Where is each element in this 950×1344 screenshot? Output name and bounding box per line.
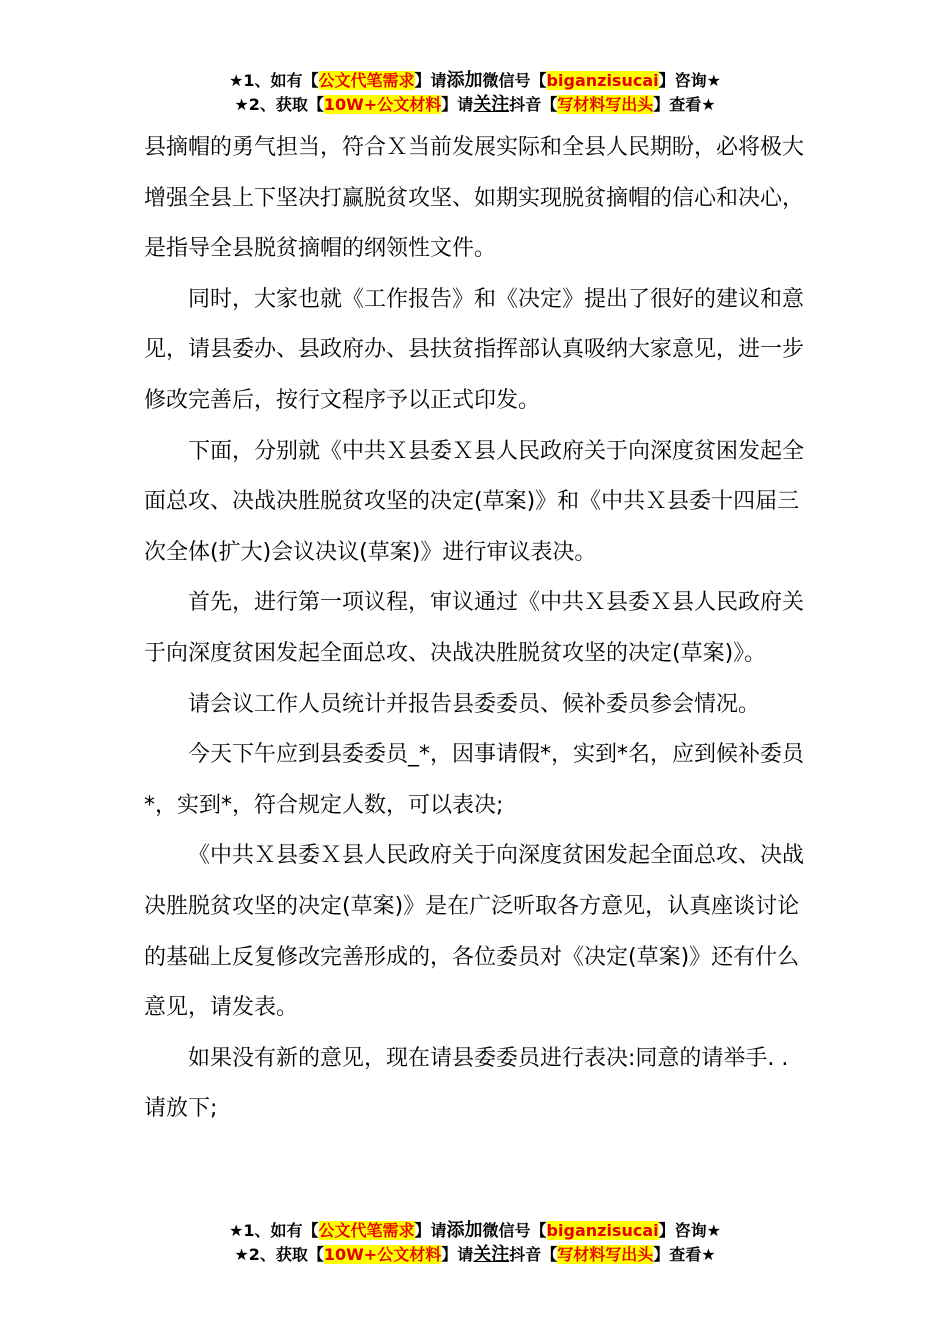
paragraph: 下面，分别就《中共Ｘ县委Ｘ县人民政府关于向深度贫困发起全面总攻、决战决胜脱贫攻坚的决定(草案)》和《中共Ｘ县委十四届三次全体(扩大)会议决议(草案)》进行审议表决。 bbox=[144, 438, 805, 565]
banner-highlight-douyin-id: 写材料写出头 bbox=[557, 95, 654, 114]
banner-text: ★2、获取【 bbox=[234, 1245, 324, 1264]
banner-highlight-wechat-id: biganzisucai bbox=[546, 71, 659, 90]
banner-highlight-wechat-id: biganzisucai bbox=[546, 1221, 659, 1240]
paragraph: 县摘帽的勇气担当，符合Ｘ当前发展实际和全县人民期盼，必将极大增强全县上下坚决打赢脱贫攻坚、如期实现脱贫摘帽的信心和决心，是指导全县脱贫摘帽的纲领性文件。 bbox=[144, 135, 805, 262]
paragraph: 同时，大家也就《工作报告》和《决定》提出了很好的建议和意见，请县委办、县政府办、县扶贫指挥部认真吸纳大家意见，进一步修改完善后，按行文程序予以正式印发。 bbox=[144, 286, 805, 413]
banner-line-1 bbox=[0, 1219, 950, 1243]
banner-highlight: 公文代笔需求 bbox=[318, 1221, 415, 1240]
banner-text: 】查看★ bbox=[653, 95, 716, 114]
banner-text: ★2、获取【 bbox=[234, 95, 324, 114]
footer-banner bbox=[0, 1219, 950, 1267]
banner-text: 】咨询★ bbox=[658, 1221, 721, 1240]
banner-emphasis: 添加 bbox=[446, 1220, 483, 1241]
header-banner bbox=[0, 69, 950, 117]
banner-highlight: 10W+公文材料 bbox=[323, 1245, 442, 1264]
banner-text: 抖音【 bbox=[509, 95, 558, 114]
banner-emphasis: 添加 bbox=[446, 70, 483, 91]
banner-emphasis: 关注 bbox=[473, 1244, 510, 1265]
banner-text: 】查看★ bbox=[653, 1245, 716, 1264]
banner-text: 】咨询★ bbox=[658, 71, 721, 90]
banner-emphasis: 关注 bbox=[473, 94, 510, 115]
banner-text: 】请 bbox=[414, 1221, 447, 1240]
banner-text: ★1、如有【 bbox=[229, 71, 319, 90]
banner-text: ★1、如有【 bbox=[229, 1221, 319, 1240]
banner-line-1 bbox=[0, 69, 950, 93]
banner-highlight: 10W+公文材料 bbox=[323, 95, 442, 114]
document-body bbox=[144, 123, 804, 1135]
banner-line-2 bbox=[0, 93, 950, 117]
paragraph: 如果没有新的意见，现在请县委委员进行表决:同意的请举手. .请放下; bbox=[144, 1045, 789, 1122]
paragraph: 今天下午应到县委委员_*，因事请假*，实到*名，应到候补委员*，实到*，符合规定人数，可以表决; bbox=[144, 742, 805, 818]
banner-line-2 bbox=[0, 1243, 950, 1267]
banner-highlight: 公文代笔需求 bbox=[318, 71, 415, 90]
banner-text: 】请 bbox=[441, 1245, 474, 1264]
paragraph: 请会议工作人员统计并报告县委委员、候补委员参会情况。 bbox=[188, 691, 761, 717]
paragraph: 《中共Ｘ县委Ｘ县人民政府关于向深度贫困发起全面总攻、决战决胜脱贫攻坚的决定(草案)》是在广泛听取各方意见，认真座谈讨论的基础上反复修改完善形成的，各位委员对《决定(草案)》还有什么意见，请发表。 bbox=[144, 843, 805, 1021]
banner-text: 抖音【 bbox=[509, 1245, 558, 1264]
banner-text: 微信号【 bbox=[482, 71, 547, 90]
paragraph: 首先，进行第一项议程，审议通过《中共Ｘ县委Ｘ县人民政府关于向深度贫困发起全面总攻、决战决胜脱贫攻坚的决定(草案)》。 bbox=[144, 590, 805, 666]
banner-text: 微信号【 bbox=[482, 1221, 547, 1240]
banner-text: 】请 bbox=[414, 71, 447, 90]
banner-highlight-douyin-id: 写材料写出头 bbox=[557, 1245, 654, 1264]
banner-text: 】请 bbox=[441, 95, 474, 114]
